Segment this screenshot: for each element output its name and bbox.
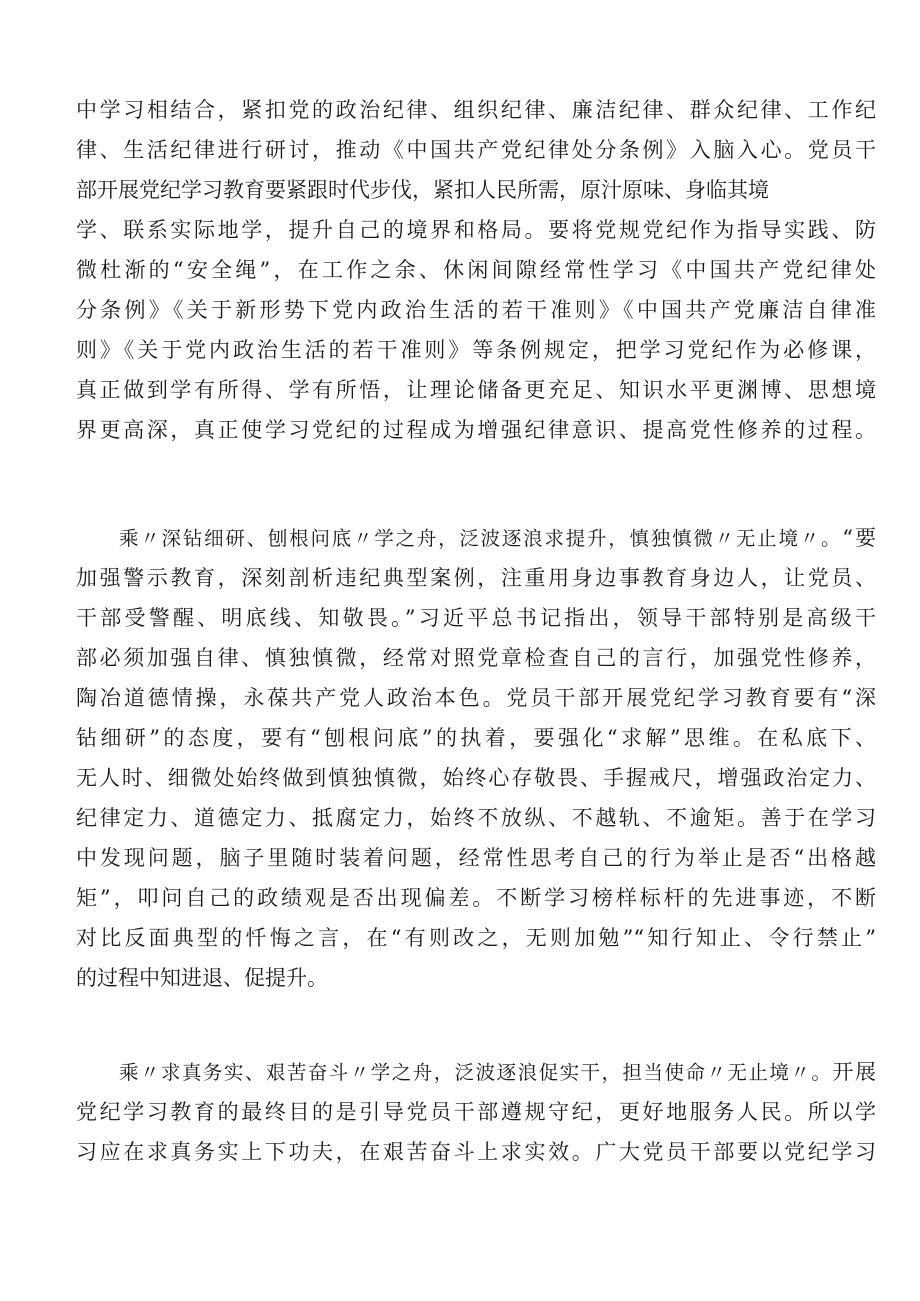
paragraph-2 <box>76 518 876 998</box>
text-line: 习应在求真务实上下功夫，在艰苦奋斗上求实效。广大党员干部要以党纪学习 <box>76 1140 876 1164</box>
text-line: 矩”，叩问自己的政绩观是否出现偏差。不断学习榜样标杆的先进事迹，不断 <box>76 886 876 910</box>
text-line: 党纪学习教育的最终目的是引导党员干部遵规守纪，更好地服务人民。所以学 <box>76 1100 876 1124</box>
text-line: 中发现问题，脑子里随时装着问题，经常性思考自己的行为举止是否“出格越 <box>76 846 876 870</box>
text-line: 干部受警醒、明底线、知敬畏。”习近平总书记指出，领导干部特别是高级干 <box>76 606 876 630</box>
heading-tail: 开展 <box>832 1060 876 1084</box>
text-line: 部开展党纪学习教育要紧跟时代步伐，紧扣人民所需，原汁原味、身临其境 <box>76 178 769 202</box>
text-line: 真正做到学有所得、学有所悟，让理论储备更充足、知识水平更渊博、思想境 <box>76 378 876 402</box>
text-line: 分条例》《关于新形势下党内政治生活的若干准则》《中国共产党廉洁自律准 <box>76 298 876 322</box>
text-line: 律、生活纪律进行研讨，推动《中国共产党纪律处分条例》入脑入心。党员干 <box>76 138 876 162</box>
text-line: 微杜渐的“安全绳”，在工作之余、休闲间隙经常性学习《中国共产党纪律处 <box>76 258 876 282</box>
paragraph-1 <box>76 90 876 450</box>
paragraph-3 <box>76 1052 876 1172</box>
heading-tail: “要 <box>842 526 876 550</box>
text-line: 界更高深，真正使学习党纪的过程成为增强纪律意识、提高党性修养的过程。 <box>76 418 876 442</box>
text-line: 无人时、细微处始终做到慎独慎微，始终心存敬畏、手握戒尺，增强政治定力、 <box>76 766 876 790</box>
text-line: 的过程中知进退、促提升。 <box>76 966 328 990</box>
section-heading: 乘〃深钻细研、刨根问底〃学之舟，泛波逐浪求提升，慎独慎微〃无止境〃。 <box>119 527 843 550</box>
text-line: 陶冶道德情操，永葆共产党人政治本色。党员干部开展党纪学习教育要有“深 <box>76 686 876 710</box>
section-heading-line <box>76 1052 876 1092</box>
text-line: 加强警示教育，深刻剖析违纪典型案例，注重用身边事教育身边人，让党员、 <box>76 566 876 590</box>
text-line: 对比反面典型的忏悔之言，在“有则改之，无则加勉”“知行知止、令行禁止” <box>76 926 876 950</box>
text-line: 纪律定力、道德定力、抵腐定力，始终不放纵、不越轨、不逾矩。善于在学习 <box>76 806 876 830</box>
text-line: 学、联系实际地学，提升自己的境界和格局。要将党规党纪作为指导实践、防 <box>76 218 876 242</box>
section-heading-line <box>76 518 876 558</box>
text-line: 钻细研”的态度，要有“刨根问底”的执着，要强化“求解”思维。在私底下、 <box>76 726 876 750</box>
section-heading: 乘〃求真务实、艰苦奋斗〃学之舟，泛波逐浪促实干，担当使命〃无止境〃。 <box>119 1061 833 1084</box>
text-line: 则》《关于党内政治生活的若干准则》等条例规定，把学习党纪作为必修课， <box>76 338 876 362</box>
text-line: 中学习相结合，紧扣党的政治纪律、组织纪律、廉洁纪律、群众纪律、工作纪 <box>76 98 876 122</box>
text-line: 部必须加强自律、慎独慎微，经常对照党章检查自己的言行，加强党性修养， <box>76 646 876 670</box>
